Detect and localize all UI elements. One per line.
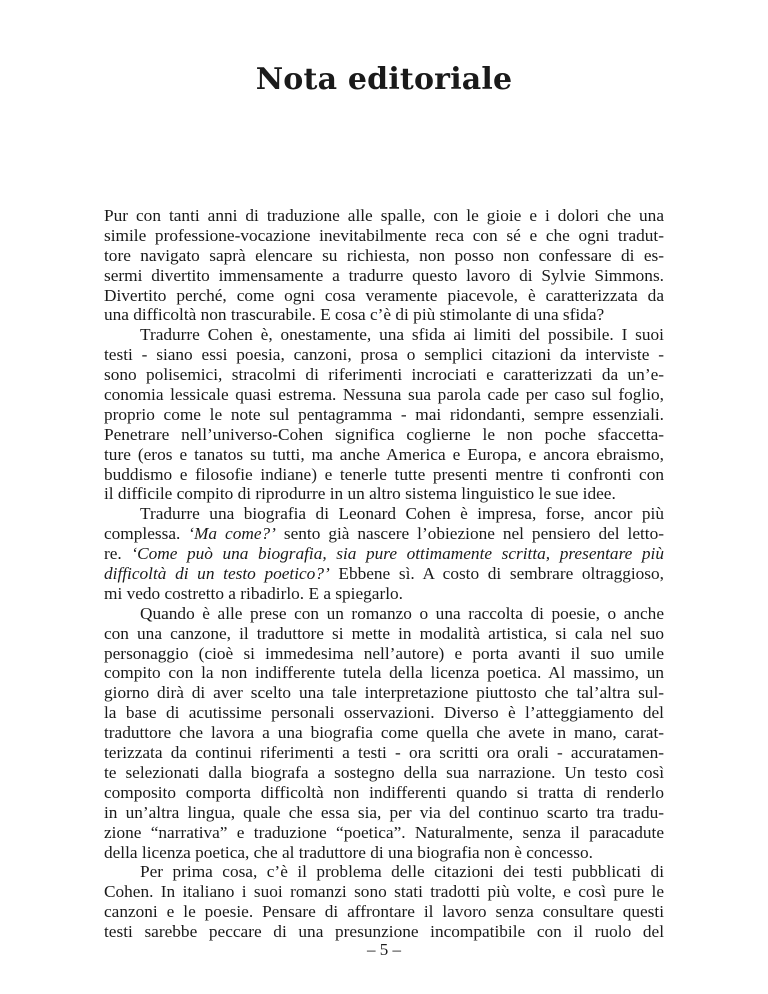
text-line: [104, 266, 664, 286]
text-segment: zione “narrativa” e traduzione “poetica”. Naturalmente, senza il paracadute: [104, 822, 664, 842]
text-segment: compito con la non indifferente tutela della licenza poetica. Al massimo, un: [104, 663, 664, 683]
text-line: [104, 425, 664, 445]
text-line: [104, 862, 664, 882]
text-line: [104, 484, 664, 504]
text-segment: una difficoltà non trascurabile. E cosa c’è di più stimolante di una sfida?: [104, 305, 605, 325]
text-segment: simile professione-vocazione inevitabilmente reca con sé e che ogni tradut-: [104, 225, 664, 245]
text-segment: re.: [104, 544, 132, 564]
text-line: [104, 286, 664, 306]
text-segment: buddismo e filosofie indiane) e tenerle tutte presenti mentre ti confronti con: [104, 464, 664, 484]
text-line: [104, 564, 664, 584]
text-segment: della licenza poetica, che al traduttore di una biografia non è concesso.: [104, 842, 593, 862]
text-segment: testi sarebbe peccare di una presunzione incompatibile con il ruolo del: [104, 922, 664, 942]
text-line: [104, 763, 664, 783]
text-line: [104, 465, 664, 485]
text-segment: mi vedo costretto a ribadirlo. E a spiegarlo.: [104, 583, 403, 603]
text-segment: ture (eros e tanatos su tutti, ma anche America e Europa, e ancora ebraismo,: [104, 444, 664, 464]
text-line: [104, 445, 664, 465]
text-segment: Tradurre una biografia di Leonard Cohen è impresa, forse, ancor più: [140, 504, 664, 524]
text-segment: personaggio (cioè si immedesima nell’autore) e porta avanti il suo umile: [104, 643, 664, 663]
text-line: [104, 385, 664, 405]
text-segment: traduttore che lavora a una biografia come quella che avete in mano, carat-: [104, 723, 664, 743]
text-line: [104, 504, 664, 524]
text-line: [104, 922, 664, 942]
text-segment: conomia lessicale quasi estrema. Nessuna sua parola cade per caso sul foglio,: [104, 385, 664, 405]
text-segment: composito comporta difficoltà non indifferenti quando si tratta di renderlo: [104, 782, 664, 802]
text-segment: in un’altra lingua, quale che essa sia, per via del continuo scarto tra tradu-: [104, 802, 664, 822]
text-line: [104, 584, 664, 604]
text-segment: te selezionati dalla biografa a sostegno della sua narrazione. Un testo così: [104, 762, 664, 782]
text-line: [104, 544, 664, 564]
text-segment: sono polisemici, stracolmi di riferimenti incrociati e caratterizzati da un’e-: [104, 365, 664, 385]
text-segment: la base di acutissime personali osservazioni. Diverso è l’atteggiamento del: [104, 703, 664, 723]
text-segment: Divertito perché, come ogni cosa veramente piacevole, è caratterizzata da: [104, 285, 664, 305]
text-line: [104, 226, 664, 246]
text-line: [104, 663, 664, 683]
text-segment: Penetrare nell’universo-Cohen significa coglierne le non poche sfaccetta-: [104, 424, 664, 444]
text-line: [104, 325, 664, 345]
text-segment: terizzata da continui riferimenti a testi - ora scritti ora orali - accuratamen-: [104, 743, 664, 763]
text-segment: tore navigato saprà elencare su richiesta, non posso non confessare di es-: [104, 245, 664, 265]
text-line: [104, 305, 664, 325]
text-segment: canzoni e le poesie. Pensare di affrontare il lavoro senza consultare questi: [104, 902, 664, 922]
text-line: [104, 882, 664, 902]
text-segment: Ebbene sì. A costo di sembrare oltraggioso,: [329, 564, 664, 584]
text-line: [104, 683, 664, 703]
text-segment: sento già nascere l’obiezione nel pensiero del letto-: [275, 524, 664, 544]
text-line: [104, 405, 664, 425]
text-segment: Per prima cosa, c’è il problema delle citazioni dei testi pubblicati di: [140, 862, 664, 882]
text-line: [104, 843, 664, 863]
text-line: [104, 723, 664, 743]
text-line: [104, 902, 664, 922]
italic-text: difficoltà di un testo poetico?’: [104, 564, 330, 584]
italic-text: ‘Ma come?’: [188, 524, 276, 544]
text-line: [104, 345, 664, 365]
text-segment: testi - siano essi poesia, canzoni, prosa o semplici citazioni da interviste -: [104, 345, 664, 365]
text-line: [104, 604, 664, 624]
text-segment: Tradurre Cohen è, onestamente, una sfida ai limiti del possibile. I suoi: [140, 325, 664, 345]
text-line: [104, 743, 664, 763]
text-line: [104, 524, 664, 544]
text-segment: giorno dirà di aver scelto una tale interpretazione piuttosto che tal’altra sul-: [104, 683, 664, 703]
text-segment: Pur con tanti anni di traduzione alle spalle, con le gioie e i dolori che una: [104, 206, 664, 225]
body-text: [104, 206, 664, 942]
text-segment: il difficile compito di riprodurre in un altro sistema linguistico le sue idee.: [104, 484, 616, 504]
text-line: [104, 703, 664, 723]
text-line: [104, 803, 664, 823]
text-segment: sermi divertito immensamente a tradurre questo lavoro di Sylvie Simmons.: [104, 265, 664, 285]
italic-text: ‘Come può una biografia, sia pure ottimamente scritta, presentare più: [131, 544, 664, 564]
text-line: [104, 206, 664, 226]
text-segment: complessa.: [104, 524, 189, 544]
text-line: [104, 365, 664, 385]
text-line: [104, 644, 664, 664]
text-segment: Cohen. In italiano i suoi romanzi sono stati tradotti più volte, e così pure le: [104, 882, 664, 902]
page-title: Nota editoriale: [255, 62, 513, 97]
text-line: [104, 783, 664, 803]
text-line: [104, 624, 664, 644]
text-line: [104, 823, 664, 843]
text-segment: Quando è alle prese con un romanzo o una raccolta di poesie, o anche: [140, 603, 664, 623]
text-line: [104, 246, 664, 266]
page-number: – 5 –: [367, 940, 401, 959]
text-segment: con una canzone, il traduttore si mette in modalità artistica, si cala nel suo: [104, 623, 664, 643]
text-segment: proprio come le note sul pentagramma - mai ridondanti, sempre essenziali.: [104, 404, 664, 424]
